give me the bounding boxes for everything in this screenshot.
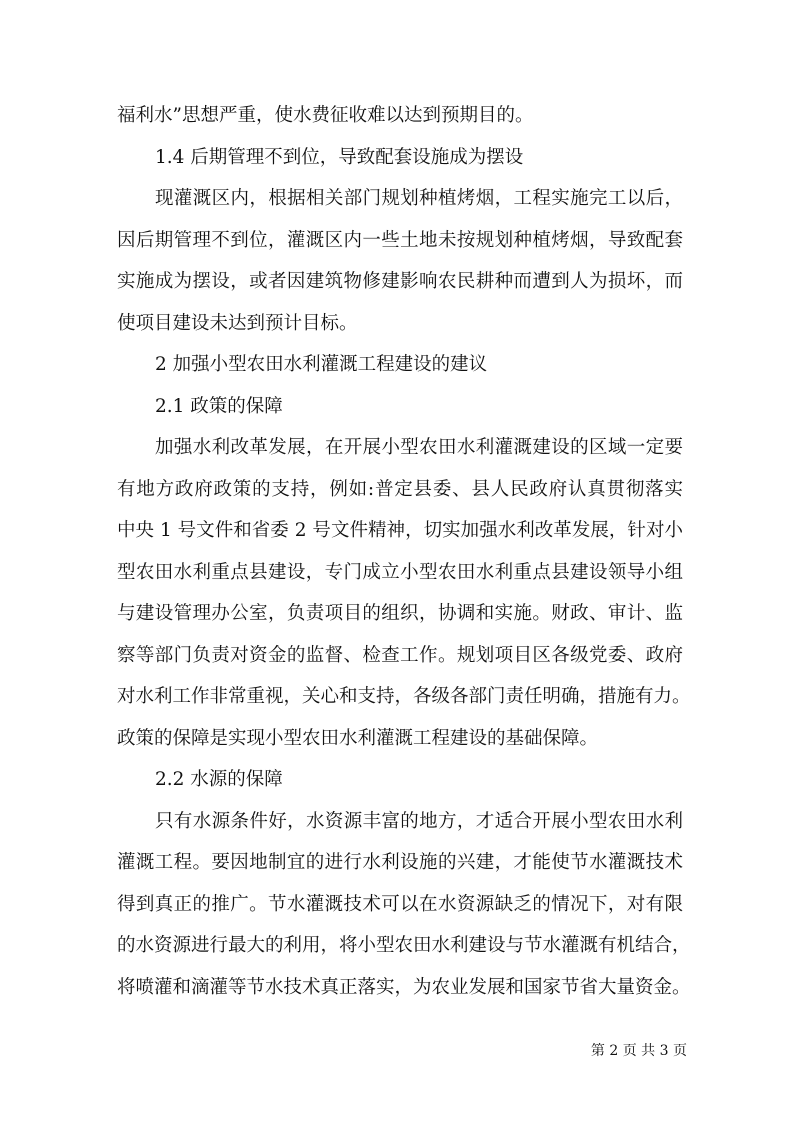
text-line: 型农田水利重点县建设，专门成立小型农田水利重点县建设领导小组 xyxy=(117,561,683,583)
text-line: 实施成为摆设，或者因建筑物修建影响农民耕种而遭到人为损坏，而 xyxy=(117,271,683,292)
section-heading: 1.4 后期管理不到位，导致配套设施成为摆设 xyxy=(155,146,524,168)
document-body xyxy=(117,95,691,1008)
text-line: 福利水”思想严重，使水费征收难以达到预期目的。 xyxy=(117,105,534,126)
text-line: 察等部门负责对资金的监督、检查工作。规划项目区各级党委、政府 xyxy=(117,644,683,666)
subsection-heading: 2.1 政策的保障 xyxy=(155,395,283,417)
section-heading: 2 加强小型农田水利灌溉工程建设的建议 xyxy=(155,354,488,375)
text-line: 得到真正的推广。节水灌溉技术可以在水资源缺乏的情况下，对有限 xyxy=(117,893,683,915)
text-line: 因后期管理不到位，灌溉区内一些土地未按规划种植烤烟，导致配套 xyxy=(117,229,683,251)
text-line: 只有水源条件好，水资源丰富的地方，才适合开展小型农田水利 xyxy=(155,810,683,832)
text-line: 有地方政府政策的支持，例如:普定县委、县人民政府认真贯彻落实 xyxy=(117,478,683,500)
subsection-heading: 2.2 水源的保障 xyxy=(155,769,283,790)
text-line: 使项目建设未达到预计目标。 xyxy=(117,312,358,334)
page-number-footer: 第 2 页 共 3 页 xyxy=(590,1043,687,1059)
text-line: 与建设管理办公室，负责项目的组织，协调和实施。财政、审计、监 xyxy=(117,603,683,624)
text-line: 灌溉工程。要因地制宜的进行水利设施的兴建，才能使节水灌溉技术 xyxy=(117,852,683,873)
text-line: 将喷灌和滴灌等节水技术真正落实，为农业发展和国家节省大量资金。 xyxy=(117,976,691,998)
text-line: 中央 1 号文件和省委 2 号文件精神，切实加强水利改革发展，针对小 xyxy=(117,520,683,541)
text-line: 的水资源进行最大的利用，将小型农田水利建设与节水灌溉有机结合， xyxy=(117,935,691,956)
text-line: 现灌溉区内，根据相关部门规划种植烤烟，工程实施完工以后， xyxy=(155,188,683,209)
text-line: 政策的保障是实现小型农田水利灌溉工程建设的基础保障。 xyxy=(117,727,599,749)
text-line: 加强水利改革发展，在开展小型农田水利灌溉建设的区域一定要 xyxy=(155,437,683,458)
text-line: 对水利工作非常重视，关心和支持，各级各部门责任明确，措施有力。 xyxy=(117,686,691,707)
